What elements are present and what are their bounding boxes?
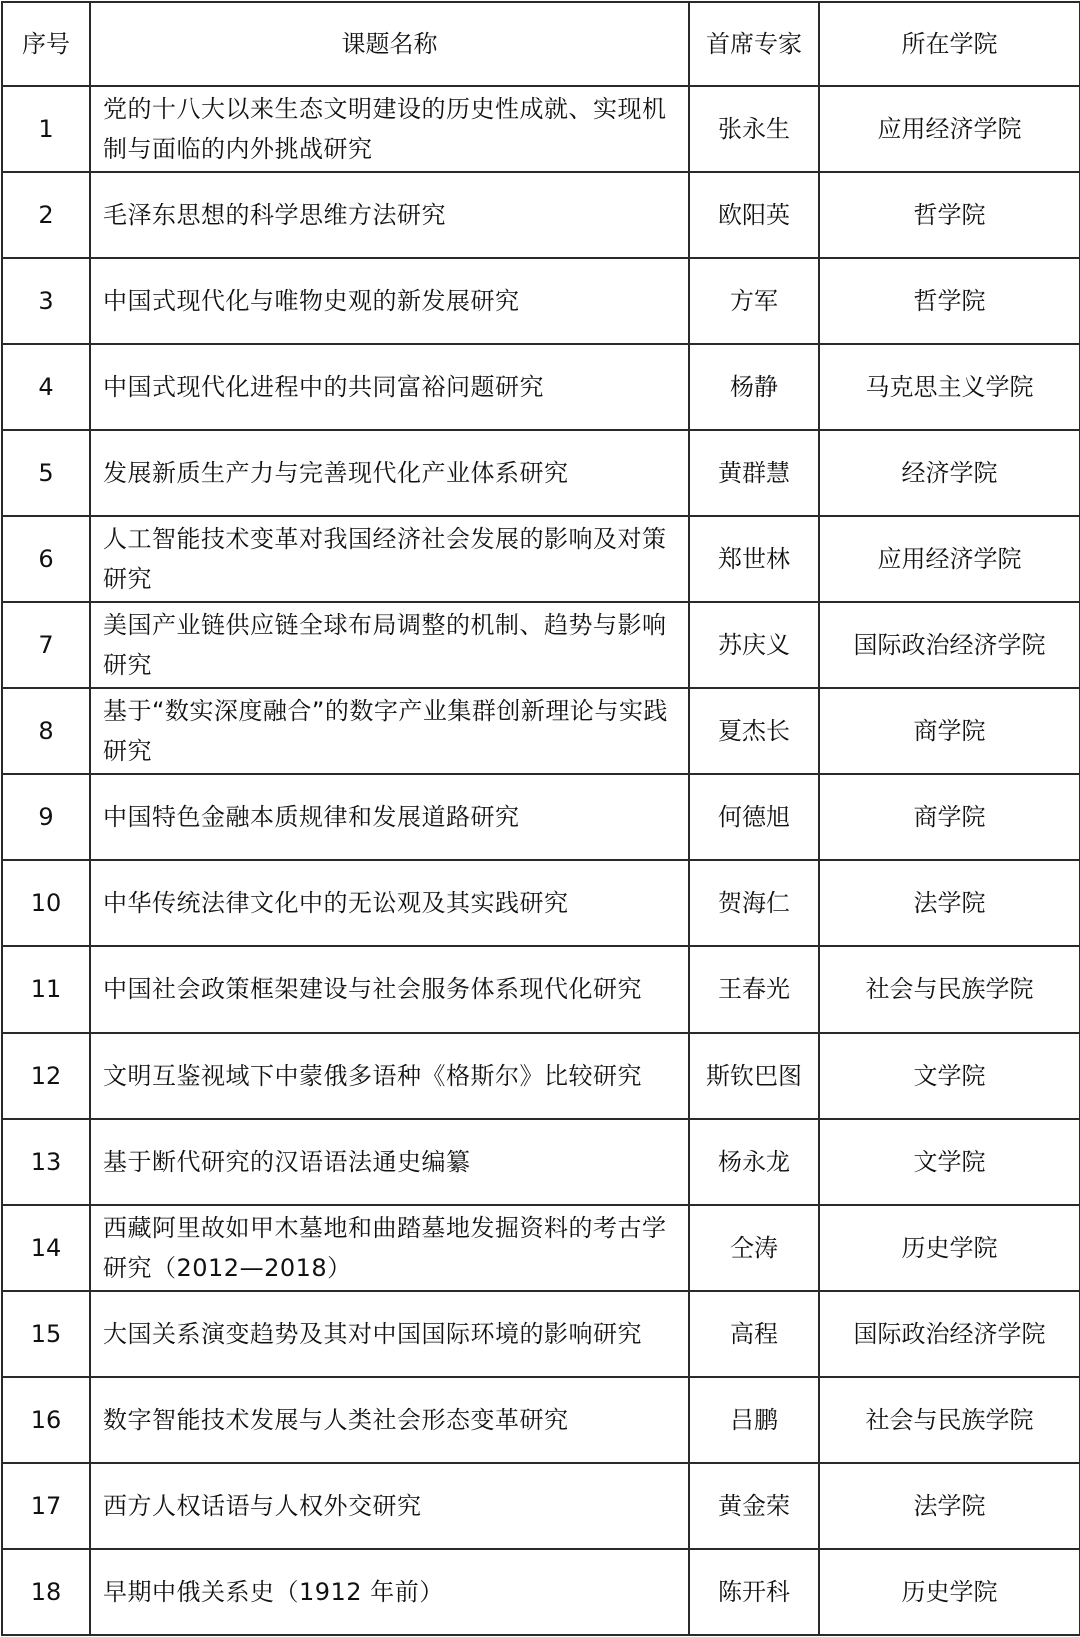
chief-expert-cell: 王春光 xyxy=(689,946,819,1032)
header-project-title: 课题名称 xyxy=(90,2,689,86)
chief-expert-cell: 苏庆义 xyxy=(689,602,819,688)
project-title-cell: 中国式现代化进程中的共同富裕问题研究 xyxy=(90,344,689,430)
project-title-cell: 基于“数实深度融合”的数字产业集群创新理论与实践研究 xyxy=(90,688,689,774)
chief-expert-cell: 欧阳英 xyxy=(689,172,819,258)
project-title-cell: 中国特色金融本质规律和发展道路研究 xyxy=(90,774,689,860)
school-cell: 应用经济学院 xyxy=(819,516,1080,602)
chief-expert-cell: 贺海仁 xyxy=(689,860,819,946)
project-title-cell: 毛泽东思想的科学思维方法研究 xyxy=(90,172,689,258)
table-body xyxy=(2,86,1080,1635)
project-title-cell: 党的十八大以来生态文明建设的历史性成就、实现机制与面临的内外挑战研究 xyxy=(90,86,689,172)
school-cell: 文学院 xyxy=(819,1033,1080,1119)
serial-number-cell: 1 xyxy=(2,86,90,172)
chief-expert-cell: 仝涛 xyxy=(689,1205,819,1291)
serial-number-cell: 14 xyxy=(2,1205,90,1291)
serial-number-cell: 2 xyxy=(2,172,90,258)
school-cell: 哲学院 xyxy=(819,258,1080,344)
project-title-cell: 西方人权话语与人权外交研究 xyxy=(90,1463,689,1549)
chief-expert-cell: 何德旭 xyxy=(689,774,819,860)
school-cell: 哲学院 xyxy=(819,172,1080,258)
chief-expert-cell: 陈开科 xyxy=(689,1549,819,1635)
table-row xyxy=(2,258,1080,344)
header-school: 所在学院 xyxy=(819,2,1080,86)
school-cell: 社会与民族学院 xyxy=(819,1377,1080,1463)
serial-number-cell: 16 xyxy=(2,1377,90,1463)
table-row xyxy=(2,1033,1080,1119)
header-chief-expert: 首席专家 xyxy=(689,2,819,86)
project-title-cell: 发展新质生产力与完善现代化产业体系研究 xyxy=(90,430,689,516)
table-row xyxy=(2,1205,1080,1291)
serial-number-cell: 18 xyxy=(2,1549,90,1635)
project-title-cell: 中国社会政策框架建设与社会服务体系现代化研究 xyxy=(90,946,689,1032)
table-row xyxy=(2,86,1080,172)
header-serial-number: 序号 xyxy=(2,2,90,86)
chief-expert-cell: 夏杰长 xyxy=(689,688,819,774)
serial-number-cell: 8 xyxy=(2,688,90,774)
table-row xyxy=(2,946,1080,1032)
serial-number-cell: 7 xyxy=(2,602,90,688)
school-cell: 法学院 xyxy=(819,860,1080,946)
school-cell: 商学院 xyxy=(819,774,1080,860)
school-cell: 国际政治经济学院 xyxy=(819,602,1080,688)
project-title-cell: 大国关系演变趋势及其对中国国际环境的影响研究 xyxy=(90,1291,689,1377)
table-row xyxy=(2,516,1080,602)
project-table xyxy=(1,1,1080,1636)
table-row xyxy=(2,860,1080,946)
school-cell: 历史学院 xyxy=(819,1549,1080,1635)
project-title-cell: 西藏阿里故如甲木墓地和曲踏墓地发掘资料的考古学研究（2012—2018） xyxy=(90,1205,689,1291)
table-row xyxy=(2,1549,1080,1635)
chief-expert-cell: 杨永龙 xyxy=(689,1119,819,1205)
table-row xyxy=(2,1463,1080,1549)
school-cell: 应用经济学院 xyxy=(819,86,1080,172)
table-row xyxy=(2,1377,1080,1463)
school-cell: 国际政治经济学院 xyxy=(819,1291,1080,1377)
chief-expert-cell: 黄金荣 xyxy=(689,1463,819,1549)
serial-number-cell: 12 xyxy=(2,1033,90,1119)
project-title-cell: 基于断代研究的汉语语法通史编纂 xyxy=(90,1119,689,1205)
serial-number-cell: 6 xyxy=(2,516,90,602)
project-title-cell: 美国产业链供应链全球布局调整的机制、趋势与影响研究 xyxy=(90,602,689,688)
serial-number-cell: 4 xyxy=(2,344,90,430)
chief-expert-cell: 杨静 xyxy=(689,344,819,430)
chief-expert-cell: 高程 xyxy=(689,1291,819,1377)
project-title-cell: 数字智能技术发展与人类社会形态变革研究 xyxy=(90,1377,689,1463)
table-row xyxy=(2,1291,1080,1377)
chief-expert-cell: 吕鹏 xyxy=(689,1377,819,1463)
chief-expert-cell: 郑世林 xyxy=(689,516,819,602)
table-header xyxy=(2,2,1080,86)
chief-expert-cell: 张永生 xyxy=(689,86,819,172)
school-cell: 商学院 xyxy=(819,688,1080,774)
serial-number-cell: 10 xyxy=(2,860,90,946)
school-cell: 社会与民族学院 xyxy=(819,946,1080,1032)
serial-number-cell: 17 xyxy=(2,1463,90,1549)
chief-expert-cell: 斯钦巴图 xyxy=(689,1033,819,1119)
table-row xyxy=(2,688,1080,774)
serial-number-cell: 9 xyxy=(2,774,90,860)
serial-number-cell: 11 xyxy=(2,946,90,1032)
serial-number-cell: 5 xyxy=(2,430,90,516)
project-title-cell: 早期中俄关系史（1912 年前） xyxy=(90,1549,689,1635)
project-title-cell: 文明互鉴视域下中蒙俄多语种《格斯尔》比较研究 xyxy=(90,1033,689,1119)
chief-expert-cell: 方军 xyxy=(689,258,819,344)
project-title-cell: 中华传统法律文化中的无讼观及其实践研究 xyxy=(90,860,689,946)
serial-number-cell: 15 xyxy=(2,1291,90,1377)
school-cell: 历史学院 xyxy=(819,1205,1080,1291)
table-row xyxy=(2,774,1080,860)
chief-expert-cell: 黄群慧 xyxy=(689,430,819,516)
table-row xyxy=(2,602,1080,688)
school-cell: 经济学院 xyxy=(819,430,1080,516)
table-row xyxy=(2,344,1080,430)
serial-number-cell: 3 xyxy=(2,258,90,344)
header-row xyxy=(2,2,1080,86)
project-title-cell: 中国式现代化与唯物史观的新发展研究 xyxy=(90,258,689,344)
table-row xyxy=(2,430,1080,516)
project-title-cell: 人工智能技术变革对我国经济社会发展的影响及对策研究 xyxy=(90,516,689,602)
school-cell: 文学院 xyxy=(819,1119,1080,1205)
school-cell: 法学院 xyxy=(819,1463,1080,1549)
serial-number-cell: 13 xyxy=(2,1119,90,1205)
table-row xyxy=(2,172,1080,258)
table-row xyxy=(2,1119,1080,1205)
school-cell: 马克思主义学院 xyxy=(819,344,1080,430)
